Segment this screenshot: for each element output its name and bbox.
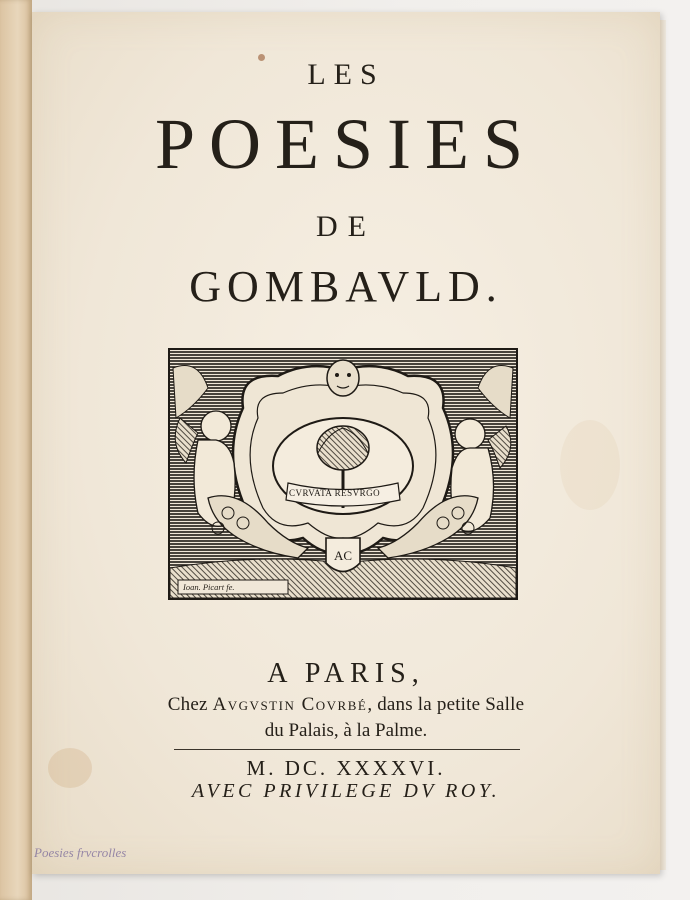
printer-device-engraving-icon [168, 348, 518, 600]
page-edge-shadow [660, 20, 666, 870]
imprint-privilege: AVEC PRIVILEGE DV ROY. [191, 780, 501, 802]
imprint-rule [174, 749, 520, 750]
publisher-prefix: Chez [167, 694, 213, 715]
publisher-name: Avgvstin Covrbé [212, 694, 368, 715]
handwritten-shelfmark: Poesies frvcrolles [34, 845, 127, 860]
book-binding-edge [0, 0, 32, 900]
foxing-spot [560, 420, 620, 510]
title-line-les: LES [307, 58, 385, 91]
imprint-address: du Palais, à la Palme. [264, 720, 428, 741]
imprint-publisher-line [32, 694, 660, 716]
shield-monogram: AC [333, 548, 353, 563]
title-line-poesies: POESIES [154, 104, 538, 184]
title-line-author: GOMBAVLD. [189, 262, 503, 311]
vignette-motto: CVRVATA RESVRGO [289, 488, 381, 498]
publisher-suffix: , dans la petite Salle [367, 694, 525, 715]
engraver-signature: Ioan. Picart fe. [183, 582, 235, 592]
imprint-city: A PARIS, [267, 658, 425, 689]
imprint-year: M. DC. XXXXVI. [246, 756, 446, 780]
title-line-de: DE [316, 210, 376, 243]
